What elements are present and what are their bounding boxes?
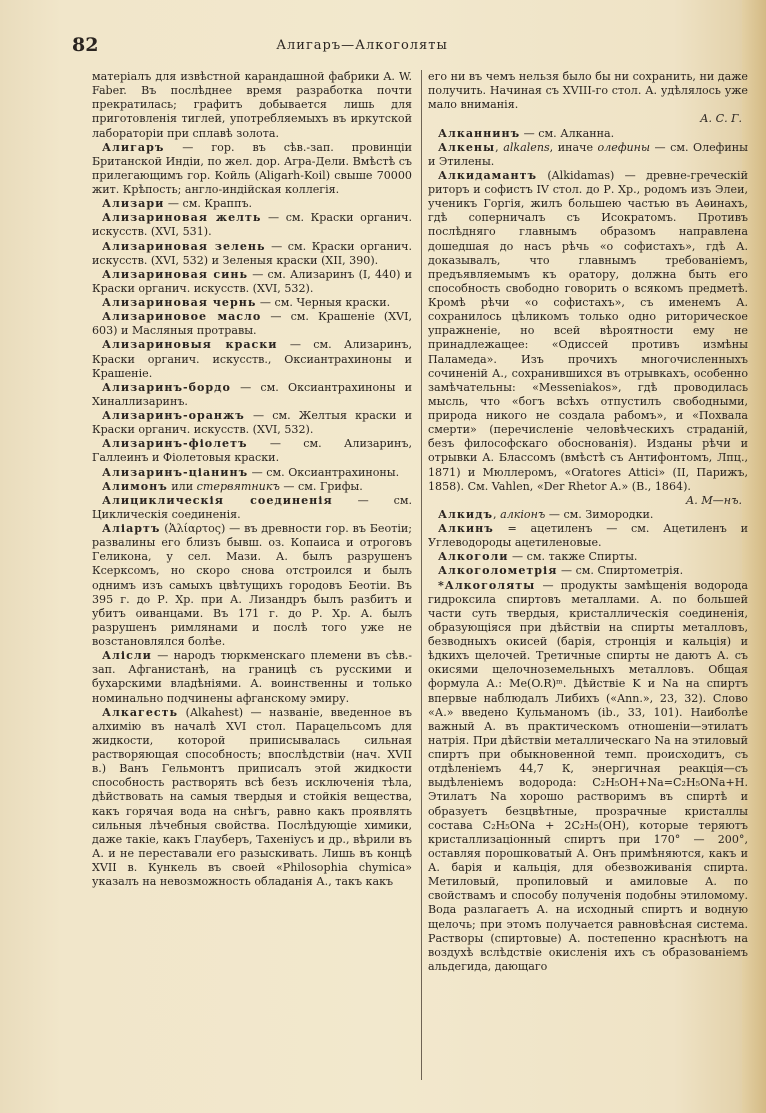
entry-text: — см. Черныя краски. xyxy=(256,296,391,309)
entry-text: (Alkidamas) — древне-греческій риторъ и софистъ IV стол. до Р. Хр., родомъ изъ Элеи, ученикъ Горгія, жилъ большею частью въ Аѳинахъ, гдѣ соперничалъ съ Исократомъ. Противъ послѣдняго главнымъ образомъ направлена дошедшая до насъ рѣчь «о софистахъ», гдѣ А. доказывалъ, что главнымъ требованіемъ, предъявляемымъ къ оратору, должна быть его способность свободно говорить о всякомъ предметѣ. Кромѣ рѣчи «о софистахъ», съ именемъ А. сохранилось цѣликомъ только одно риторическое упражненіе, но всей вѣроятности ему не принадлежащее: «Одиссей противъ измѣны Паламеда». Изъ прочихъ многочисленныхъ сочиненій А., сохранившихся въ отрывкахъ, особенно замѣчательны: «Messeniakos», гдѣ проводилась мысль, что «богъ всѣхъ отпустилъ свободными, природа никого не создала рабомъ», и «Похвала смерти» (перечисленіе человѣческихъ страданій, безъ философскаго обоснованія). Изданы рѣчи и отрывки А. Блассомъ (вмѣстѣ съ Антифонтомъ, Лпц., 1871) и Мюллеромъ, «Oratores Attici» (II, Парижъ, 1858). См. Vahlen, «Der Rhetor A.» (В., 1864). xyxy=(428,168,748,493)
entry-text: — продукты замѣщенія водорода гидроксила спиртовъ металлами. А. по большей части суть твердыя, кристаллическія соединенія, образующіяся при дѣйствіи на спирты металловъ, безводныхъ окисей (барія, стронція и кальція) и ѣдкихъ щелочей. Третичные спирты не даютъ А. съ окисями щелочноземельныхъ металловъ. Общая формула А.: Me(O.R)ᵐ. Дѣйствіе K и Na на спиртъ впервые наблюдалъ Либихъ («Ann.», 23, 32). Слово «А.» введено Кульманомъ (ib., 33, 101). Наиболѣе важный А. въ практическомъ отношеніи—этилатъ натрія. При дѣйствіи металлическаго Na на этиловый спиртъ при обыкновенной темп. происходитъ, съ отдѣленіемъ 44,7 К, энергичная реакція—съ выдѣленіемъ водорода: C₂H₅OH+Na=C₂H₅ONa+H. Этилатъ Na хорошо растворимъ въ спиртѣ и образуетъ безцвѣтные, прозрачные кристаллы состава C₂H₅ONa + 2C₂H₅(OH), которые теряютъ кристаллизаціонный спиртъ при 170° — 200°, оставляя порошковатый А. Онъ примѣняются, какъ и А. барія и кальція, для обезвоживанія спирта. Метиловый, пропиловый и амиловые А. по свойствамъ и способу полученія подобны этиломому. Вода разлагаетъ А. на исходный спиртъ и водную щелочь; при этомъ получается равновѣсная система. Растворы (спиртовые) А. постепенно краснѣютъ на воздухѣ вслѣдствіе окисленія ихъ съ образованіемъ альдегида, дающаго xyxy=(428,578,748,973)
author-signature: А. М—нъ. xyxy=(685,493,742,507)
entry-text: его ни въ чемъ нельзя было бы ни сохранить, ни даже получить. Начиная съ XVIII-го стол. А. удѣлялось уже мало вниманія. xyxy=(428,70,748,112)
entry-text: — см. Циклическія соединенія. xyxy=(92,493,412,521)
entry-italic: alkalens xyxy=(503,140,550,154)
entry-text: — см. Краски органич. искусств. (XVI, 532) и Зеленыя краски (XII, 390). xyxy=(92,239,412,267)
entry-headword: Ализариновая желть xyxy=(102,211,262,225)
entry-text: — см. Ализаринъ, Краски органич. искусств., Оксиантрахиноны и Крашеніе. xyxy=(92,338,412,380)
dictionary-entry xyxy=(428,564,748,578)
entry-headword: Алкидамантъ xyxy=(438,168,538,182)
author-signature: А. С. Г. xyxy=(700,112,742,126)
entry-text: — см. Оксиантрахиноны и Хиналлизаринъ. xyxy=(92,380,412,408)
entry-headword: Ализаринъ-ціанинъ xyxy=(102,465,249,479)
dictionary-entry xyxy=(428,522,748,550)
dictionary-entry xyxy=(92,466,412,480)
right-column xyxy=(428,70,748,974)
dictionary-entry xyxy=(92,522,412,649)
dictionary-entry xyxy=(428,141,748,169)
dictionary-entry xyxy=(92,494,412,522)
running-title: Алигаръ—Алкоголяты xyxy=(276,38,448,53)
entry-headword: Алкоголометрія xyxy=(438,564,558,578)
dictionary-entry xyxy=(428,508,748,522)
entry-headword: Алканнинъ xyxy=(438,126,521,140)
dictionary-entry xyxy=(428,70,748,112)
dictionary-entry xyxy=(428,169,748,494)
dictionary-entry xyxy=(92,310,412,338)
entry-headword: Ализариновая синь xyxy=(102,267,249,281)
entry-text: — см. Оксиантрахиноны. xyxy=(248,465,400,479)
entry-headword: Ализаринъ-фіолетъ xyxy=(102,437,248,451)
entry-text: — см. Алканна. xyxy=(520,126,615,140)
dictionary-entry xyxy=(92,381,412,409)
dictionary-entry xyxy=(92,70,412,141)
entry-text: — см. Краппъ. xyxy=(164,197,253,211)
entry-headword: Ализариновая чернь xyxy=(102,296,257,309)
entry-text: (Ἁλίαρτος) — въ древности гор. въ Беотіи; развалины его близъ бывш. оз. Копаиса и отроговъ Геликона, у сел. Мази. А. былъ разрушенъ Ксерксомъ, но скоро снова отстроился и былъ однимъ изъ самыхъ цвѣтущихъ городовъ Беотіи. Въ 395 г. до Р. Хр. при А. Лизандръ былъ разбитъ и убитъ оиванцами. Въ 171 г. до Р. Хр. А. былъ разрушенъ римлянами и послѣ того уже не возстановлялся болѣе. xyxy=(92,522,412,648)
entry-text: , xyxy=(493,507,501,521)
entry-text: = ацетиленъ — см. Ацетиленъ и Углеводороды ацетиленовые. xyxy=(428,522,748,550)
entry-text: , иначе xyxy=(549,140,598,154)
dictionary-entry xyxy=(92,338,412,380)
entry-headword: Ализариновая зелень xyxy=(102,239,266,253)
entry-text: — см. Крашеніе (XVI, 603) и Масляныя протравы. xyxy=(92,310,413,338)
entry-text: — см. Грифы. xyxy=(279,479,363,493)
entry-text: — гор. въ сѣв.-зап. провинціи Британской Индіи, по жел. дор. Агра-Дели. Вмѣстѣ съ прилегающимъ гор. Койль (Aligarh-Koil) свыше 70000 жит. Крѣпость; англо-индійская коллегія. xyxy=(92,140,412,196)
column-divider xyxy=(421,70,422,1080)
entry-text: — см. Спиртометрія. xyxy=(557,564,684,578)
entry-italic: алкіонъ xyxy=(500,507,546,521)
dictionary-entry xyxy=(92,268,412,296)
dictionary-entry xyxy=(92,706,412,890)
dictionary-entry xyxy=(92,437,412,465)
entry-headword: Ализаринъ-бордо xyxy=(102,380,231,394)
dictionary-entry xyxy=(92,649,412,706)
left-column xyxy=(92,70,412,889)
entry-text: — народъ тюркменскаго племени въ сѣв.-зап. Афганистанѣ, на границѣ съ русскими и бухарскими владѣніями. А. воинственны и только номинально подчинены афганскому эмиру. xyxy=(92,649,412,705)
dictionary-entry xyxy=(428,127,748,141)
entry-italic: олефины xyxy=(597,140,650,154)
entry-text: матеріалъ для извѣстной карандашной фабрики A. W. Faber. Въ послѣднее время разработка почти прекратилась; графитъ добывается лишь для приготовленія тиглей, употребляемыхъ въ иркутской лабораторіи при сплавѣ золота. xyxy=(92,70,412,140)
entry-text: — см. Краски органич. искусств. (XVI, 531). xyxy=(92,211,412,239)
entry-text: (Alkahest) — названіе, введенное въ алхимію въ началѣ XVI стол. Парацельсомъ для жидкости, которой приписывалась сильная растворяющая способность; впослѣдствіи (нач. XVII в.) Ванъ Гельмонтъ приписалъ этой жидкости способность растворять всѣ безъ исключенія тѣла, дѣйствовать на самыя твердыя и стойкія вещества, какъ горячая вода на снѣгъ, равно какъ проявлять сильныя лѣчебныя свойства. Послѣдующіе химики, даже такіе, какъ Глауберъ, Тахеніусъ и др., вѣрили въ А. и не переставали его разыскивать. Лишь въ концѣ XVII в. Кункель въ своей «Philosophia chymica» указалъ на невозможность обладанія А., такъ какъ xyxy=(92,705,412,889)
entry-headword: Алкидъ xyxy=(438,507,494,521)
dictionary-entry xyxy=(92,240,412,268)
dictionary-entry xyxy=(92,197,412,211)
entry-headword: *Алкоголяты xyxy=(438,578,536,592)
entry-headword: Алкоголи xyxy=(438,550,509,564)
dictionary-entry xyxy=(92,296,412,310)
entry-headword: Алкагесть xyxy=(102,705,179,719)
dictionary-entry xyxy=(92,141,412,198)
entry-text: — см. Олефины и Этилены. xyxy=(428,140,748,168)
page-number: 82 xyxy=(72,34,99,56)
entry-text: — см. Ализаринъ, Галлеинъ и Фіолетовыя краски. xyxy=(92,437,412,465)
dictionary-entry xyxy=(92,211,412,239)
entry-headword: Ализаринъ-оранжъ xyxy=(102,409,245,422)
dictionary-entry xyxy=(92,409,412,437)
dictionary-entry xyxy=(92,480,412,494)
entry-text: — см. Ализаринъ (I, 440) и Краски органич. искусств. (XVI, 532). xyxy=(92,267,412,295)
entry-headword: Аліартъ xyxy=(102,522,161,535)
entry-headword: Алимонъ xyxy=(102,479,168,493)
entry-text: — см. Зимородки. xyxy=(545,507,654,521)
entry-headword: Ализари xyxy=(102,197,165,211)
entry-text: или xyxy=(167,479,197,493)
dictionary-entry xyxy=(428,550,748,564)
entry-text: — см. также Спирты. xyxy=(508,550,638,564)
page-header xyxy=(72,34,652,60)
entry-headword: Алісли xyxy=(102,649,152,663)
entry-headword: Ализариновое масло xyxy=(102,310,262,324)
entry-headword: Алкены xyxy=(438,140,496,154)
entry-headword: Ализариновыя краски xyxy=(102,338,278,352)
entry-headword: Алкинъ xyxy=(438,522,494,535)
entry-italic: стервятникъ xyxy=(196,479,280,493)
entry-text: — см. Желтыя краски и Краски органич. искусств. (XVI, 532). xyxy=(92,409,412,437)
entry-headword: Алициклическія соединенія xyxy=(102,493,333,507)
dictionary-entry xyxy=(428,579,748,975)
entry-text: , xyxy=(495,140,504,154)
entry-headword: Алигаръ xyxy=(102,140,165,154)
